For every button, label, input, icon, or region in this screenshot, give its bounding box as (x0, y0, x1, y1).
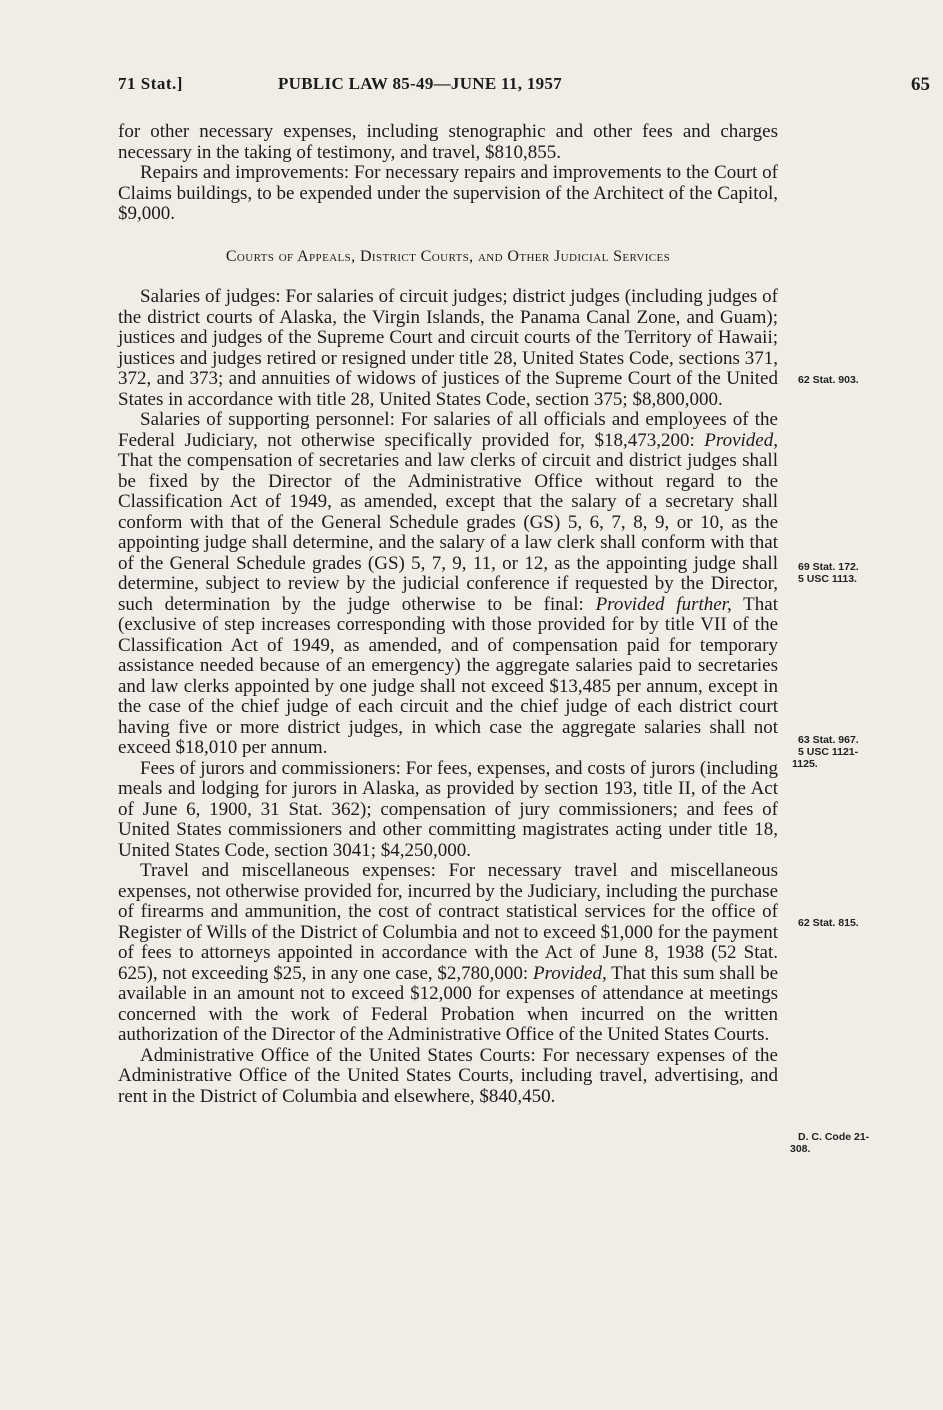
proviso-label: Provided, (704, 429, 778, 451)
margin-note: 62 Stat. 815. (798, 917, 859, 929)
page-header (118, 74, 930, 104)
margin-note-line: 69 Stat. 172. (798, 561, 859, 573)
main-text (118, 122, 778, 1107)
paragraph-repairs: Repairs and improvements: For necessary repairs and improvements to the Court of Claims buildings, to be expended under the supervision of the Architect of the Capitol, $9,000. (118, 162, 778, 224)
proviso-label: Provided further, (595, 593, 732, 615)
text-run: That this sum shall be available in an amount not to exceed $12,000 for expenses of attendance at meetings concerned with the work of Federal Probation when incurred on the written authorization of the Director of the Administrative Office of the United States Courts. (118, 962, 779, 1045)
margin-note-line: 5 USC 1121- (798, 746, 859, 758)
text-run: That (exclusive of step increases corresponding with those provided for by title VII of the Classification Act of 1949, as amended, and of compensation paid for temporary assistance needed because of an emergency) the aggregate salaries paid to secretaries and law clerks appointed by one judge shall not exceed $13,485 per annum, except in the case of the chief judge of each circuit and the chief judge of each district court having five or more district judges, in which case the aggregate salaries shall not exceed $18,010 per annum. (118, 593, 778, 758)
margin-note (790, 1131, 923, 1155)
margin-note-line: 1125. (792, 758, 818, 770)
margin-note-line: 308. (790, 1143, 811, 1155)
margin-note: 62 Stat. 903. (798, 374, 859, 386)
paragraph-salaries-judges: Salaries of judges: For salaries of circuit judges; district judges (including judges of the district courts of Alaska, the Virgin Islands, the Panama Canal Zone, and Guam); justices and judges of the Supreme Court and circuit courts of the Territory of Hawaii; justices and judges retired or resigned under title 28, United States Code, sections 371, 372, and 373; and annuities of widows of justices of the Supreme Court of the United States in accordance with title 28, United States Code, section 375; $8,800,000. (118, 286, 778, 410)
paragraph-jurors: Fees of jurors and commissioners: For fees, expenses, and costs of jurors (including meals and lodging for jurors in Alaska, as provided by section 193, title II, of the Act of June 6, 1900, 31 Stat. 362); compensation of jury commissioners; and fees of United States commissioners and other committing magistrates acting under title 18, United States Code, section 3041; $4,250,000. (118, 757, 778, 861)
paragraph-supporting-personnel (118, 410, 778, 759)
section-heading: Courts of Appeals, District Courts, and Other Judicial Services (225, 247, 671, 265)
proviso-label: Provided, (533, 962, 607, 984)
paragraph-expenses: for other necessary expenses, including stenographic and other fees and charges necessary in the taking of testimony, and travel, $810,855. (118, 121, 778, 163)
paragraph-admin-office: Administrative Office of the United States Courts: For necessary expenses of the Administrative Office of the United States Courts, including travel, advertising, and rent in the District of Columbia and elsewhere, $840,450. (118, 1044, 778, 1107)
margin-note-line: 63 Stat. 967. (798, 734, 859, 746)
margin-note (792, 734, 923, 770)
text-run: Salaries of supporting personnel: For salaries of all officials and employees of the Federal Judiciary, not otherwise specifically provided for, $18,473,200: (118, 409, 778, 451)
paragraph-travel (118, 861, 778, 1046)
page-title: PUBLIC LAW 85-49—JUNE 11, 1957 (278, 74, 563, 93)
stat-reference: 71 Stat.] (118, 74, 183, 93)
margin-note-line: D. C. Code 21- (798, 1131, 870, 1143)
page-number: 65 (911, 74, 930, 95)
text-run: Travel and miscellaneous expenses: For necessary travel and miscellaneous expenses, not otherwise provided for, incurred by the Judiciary, including the purchase of firearms and ammunition, the cost of contract statistical services for the office of Register of Wills of the District of Columbia and not to exceed $1,000 for the payment of fees to attorneys appointed in accordance with the Act of June 8, 1938 (52 Stat. 625), not exceeding $25, in any one case, $2,780,000: (118, 860, 778, 984)
margin-note-line: 5 USC 1113. (798, 573, 857, 585)
text-run: That the compensation of secretaries and law clerks of circuit and district judges shall be fixed by the Director of the Administrative Office without regard to the Classification Act of 1949, as amended, except that the salary of a secretary shall conform with that of the General Schedule grades (GS) 5, 6, 7, 8, 9, or 10, as the appointing judge shall determine, and the salary of a law clerk shall conform with that of the General Schedule grades (GS) 5, 7, 9, 11, or 12, as the appointing judge shall determine, subject to review by the judicial conference if requested by the Director, such determination by the judge otherwise to be final: (118, 450, 778, 615)
margin-note (798, 561, 923, 585)
